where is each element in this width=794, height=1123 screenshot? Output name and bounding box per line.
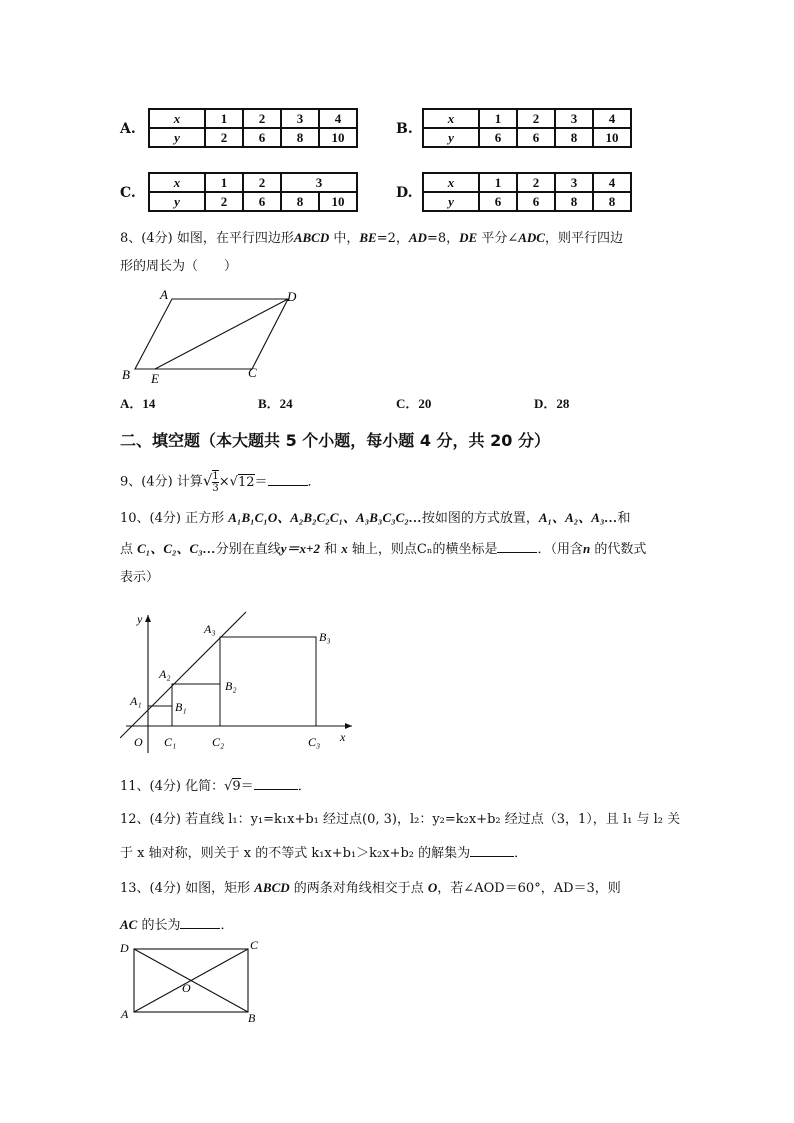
q7-option-a[interactable] [120, 118, 136, 137]
radicand: 12 [237, 474, 255, 490]
cell: 6 [243, 128, 281, 147]
label-c: C [248, 365, 257, 380]
cell: 6 [517, 128, 555, 147]
cell: y [423, 192, 479, 211]
text: 13、(4分) 如图，矩形 [120, 881, 255, 896]
label-a: A [121, 1007, 129, 1021]
label-a2: A₂ [159, 667, 171, 681]
q11-text [120, 775, 311, 796]
label-o: O [134, 735, 143, 749]
label-b2: B₂ [225, 679, 237, 693]
cell: 2 [243, 109, 281, 128]
q7-table-d [422, 172, 632, 212]
label-c2: C₂ [212, 735, 225, 749]
cell: 4 [593, 109, 631, 128]
cell: 3 [281, 173, 357, 192]
answer-blank[interactable] [470, 842, 514, 857]
text: ． [514, 846, 528, 861]
text: ，若∠AOD＝60°，AD＝3，则 [437, 881, 621, 896]
q7-option-d[interactable] [396, 182, 413, 201]
answer-blank[interactable] [497, 538, 537, 553]
q10-text-line1 [120, 509, 631, 528]
cell: 1 [205, 109, 243, 128]
label-y: y [137, 612, 143, 626]
square-1 [148, 706, 172, 726]
label-a1: A₁ [130, 694, 142, 708]
cell: y [423, 128, 479, 147]
cell: 10 [319, 128, 357, 147]
label-b1: B₁ [175, 700, 187, 714]
denominator: 3 [212, 483, 219, 494]
q7-table-b [422, 108, 632, 148]
q12-text-line1: 12、(4分) 若直线 l₁：y₁=k₁x+b₁ 经过点(0, 3)，l₂：y₂=k₂x+b₂ 经过点（3，1），且 l₁ 与 l₂ 关 [120, 812, 681, 827]
text: 中， [329, 231, 360, 246]
cell: x [149, 109, 205, 128]
label-c: C [250, 938, 259, 952]
option-letter: D. [396, 185, 413, 201]
q8-parallelogram-figure [115, 285, 305, 385]
line-y-eq-x-plus-2 [120, 612, 246, 738]
cell: 2 [243, 173, 281, 192]
q13-text-line2 [120, 914, 234, 935]
text: 分别在直线 [215, 542, 281, 557]
cell: 10 [593, 128, 631, 147]
cell: 1 [479, 173, 517, 192]
label-b: B [122, 367, 130, 382]
text: 平分∠ [477, 231, 519, 246]
parallelogram-abcd [135, 299, 288, 369]
text: 11、(4分) 化简： [120, 779, 225, 794]
label-b3: B₃ [319, 630, 331, 644]
sqrt-icon: √ [202, 471, 213, 490]
cell: 3 [281, 109, 319, 128]
cell: 10 [319, 192, 357, 211]
label-c3: C₃ [308, 735, 321, 749]
cell: x [149, 173, 205, 192]
label-a: A [160, 287, 168, 302]
cell: 6 [243, 192, 281, 211]
answer-blank[interactable] [268, 471, 308, 486]
cell: 2 [205, 128, 243, 147]
times-sign: × [218, 474, 230, 490]
text: ．（用含 [537, 542, 583, 557]
label-a3: A₃ [204, 622, 216, 636]
text: 轴上，则点Cₙ的横坐标是 [347, 542, 498, 557]
text: O [427, 880, 438, 895]
label-o: O [182, 981, 191, 995]
cell: 8 [281, 128, 319, 147]
q7-option-c[interactable] [120, 182, 136, 201]
q8-text-line1 [120, 229, 623, 248]
segment-de [155, 299, 288, 369]
cell: 8 [281, 192, 319, 211]
q13-text-line1 [120, 879, 621, 898]
q7-table-a [148, 108, 358, 148]
label-d: D [287, 289, 297, 304]
text: ＝ [254, 474, 268, 490]
text: ． [220, 918, 234, 933]
text: AD [408, 230, 427, 245]
text: 和 [617, 511, 631, 526]
option-letter: B. [396, 121, 413, 137]
text: 10、(4分) 正方形 [120, 511, 229, 526]
q8-text-line2: 形的周长为（ ） [120, 259, 238, 274]
cell: 2 [517, 173, 555, 192]
cell: 8 [555, 128, 593, 147]
text: n [582, 541, 591, 556]
text: x [341, 541, 348, 556]
text: 9、(4分) 计算 [120, 474, 203, 490]
cell: 4 [319, 109, 357, 128]
text: 8、(4分) 如图，在平行四边形 [120, 231, 294, 246]
cell: x [423, 109, 479, 128]
text: 按如图的方式放置， [421, 511, 539, 526]
cell: y [149, 128, 205, 147]
label-c1: C₁ [164, 735, 177, 749]
q8-choice-d[interactable]: D．28 [534, 396, 570, 411]
text: ADC [518, 230, 545, 245]
label-b: B [248, 1011, 256, 1025]
label-e: E [151, 371, 159, 385]
text: y＝x+2 [280, 541, 320, 556]
option-letter: A. [120, 121, 136, 137]
cell: 6 [479, 192, 517, 211]
q10-text-line3: 表示） [120, 570, 160, 585]
q7-table-c [148, 172, 358, 212]
text: BE [359, 230, 377, 245]
q10-text-line2 [120, 538, 646, 559]
text: C₁、C₂、C₃… [137, 541, 216, 556]
cell: 3 [555, 109, 593, 128]
cell: y [149, 192, 205, 211]
q13-rectangle-figure [115, 935, 270, 1027]
q9-text [120, 470, 321, 494]
text: =2， [376, 231, 409, 246]
text: =8， [426, 231, 460, 246]
q10-squares-figure [120, 605, 360, 755]
label-x: x [340, 730, 346, 744]
cell: 8 [555, 192, 593, 211]
label-d: D [120, 941, 129, 955]
cell: 1 [205, 173, 243, 192]
text: 的两条对角线相交于点 [289, 881, 428, 896]
text: 的代数式 [590, 542, 647, 557]
sqrt-icon: √ [229, 474, 238, 490]
cell: 6 [517, 192, 555, 211]
text: ABCD [254, 880, 290, 895]
option-letter: C. [120, 185, 136, 201]
q12-text-line2 [120, 842, 527, 863]
text: ，则平行四边 [544, 231, 623, 246]
cell: 4 [593, 173, 631, 192]
text: ＝ [240, 779, 254, 794]
cell: 2 [517, 109, 555, 128]
text: ABCD [293, 230, 330, 245]
text: ． [297, 779, 311, 794]
q8-choice-b[interactable]: B．24 [258, 396, 293, 411]
text: A₁、A₂、A₃… [538, 510, 618, 525]
text: 和 [319, 542, 342, 557]
text: AC [120, 917, 138, 932]
radicand: 9 [232, 779, 241, 794]
text: A₁B₁C₁O、A₂B₂C₂C₁、A₃B₃C₃C₂… [228, 510, 422, 525]
q8-choice-c[interactable]: C．20 [396, 396, 432, 411]
numerator: 1 [212, 471, 219, 482]
sqrt-icon: √ [224, 779, 233, 794]
text: DE [459, 230, 478, 245]
text: 点 [120, 542, 138, 557]
y-axis-arrow-icon [145, 615, 151, 622]
text: 的长为 [137, 918, 181, 933]
text: 于 x 轴对称，则关于 x 的不等式 k₁x+b₁＞k₂x+b₂ 的解集为 [120, 846, 471, 861]
cell: 3 [555, 173, 593, 192]
cell: 8 [593, 192, 631, 211]
cell: x [423, 173, 479, 192]
cell: 2 [205, 192, 243, 211]
cell: 1 [479, 109, 517, 128]
x-axis-arrow-icon [345, 723, 352, 729]
answer-blank[interactable] [254, 775, 298, 790]
q7-option-b[interactable] [396, 118, 413, 137]
q8-choice-a[interactable]: A．14 [120, 396, 156, 411]
section-heading-fill-blank: 二、填空题（本大题共 5 个小题，每小题 4 分，共 20 分） [120, 431, 550, 450]
answer-blank[interactable] [180, 914, 220, 929]
cell: 6 [479, 128, 517, 147]
text: ． [307, 474, 321, 490]
